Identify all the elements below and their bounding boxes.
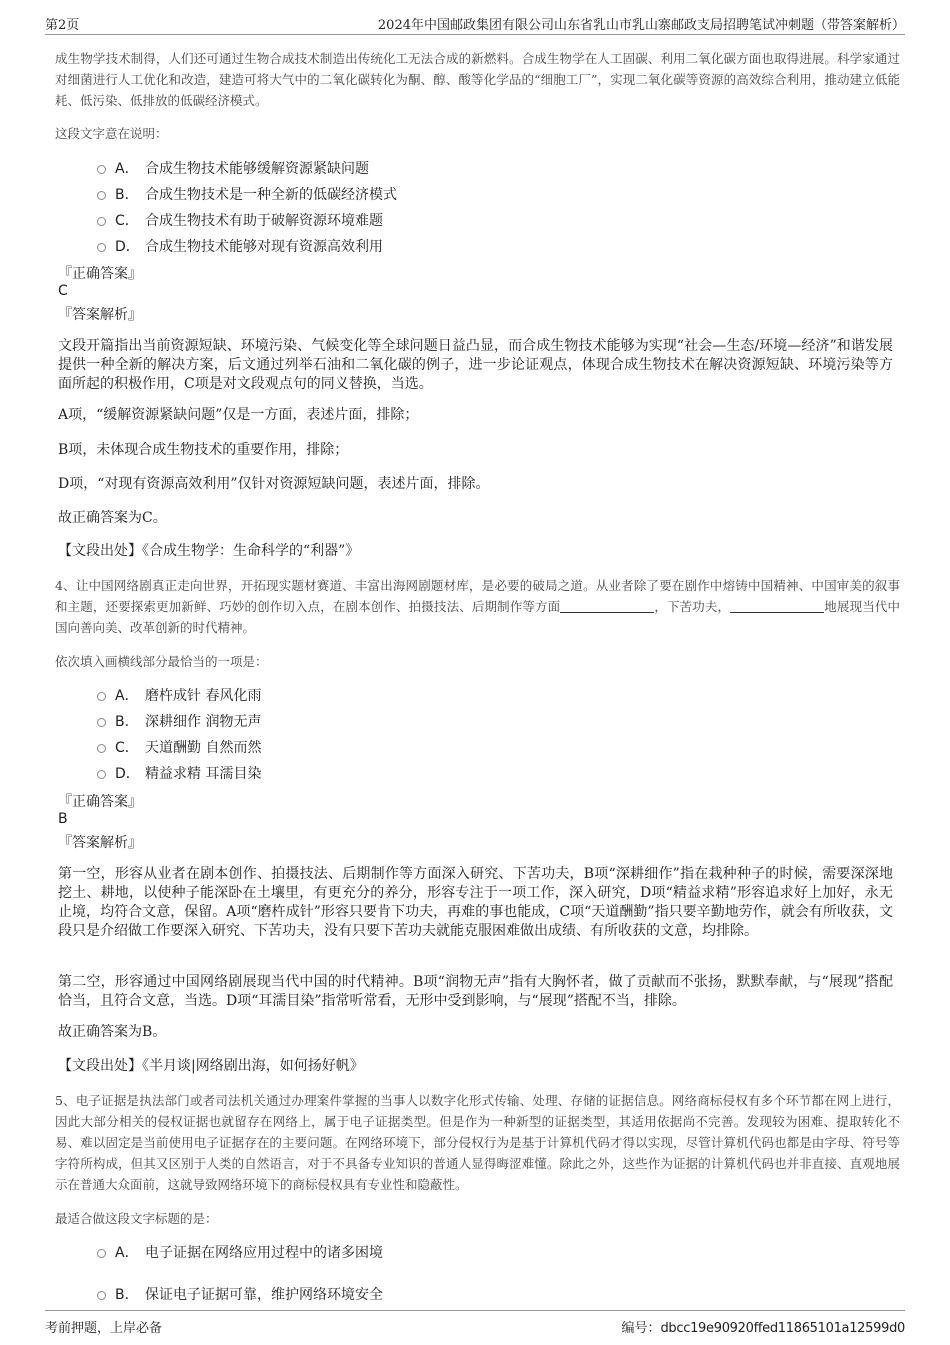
radio-icon[interactable] [97,692,106,701]
q4-option-c[interactable]: C． 天道酬勤 自然而然 [97,737,261,759]
q3-analysis-1: 文段开篇指出当前资源短缺、环境污染、气候变化等全球问题日益凸显，而合成生物技术能够为实现“社会—生态/环境—经济”和谐发展提供一种全新的解决方案，后文通过列举石油和二氧化碳的例子，进一步论证观点，体现合成生物技术在解决资源短缺、环境污染等方面所起的积极作用，C项是对文段观点句的同义替换，当选。 [58,338,893,392]
page-header [45,12,905,35]
q5-option-a[interactable]: A． 电子证据在网络应用过程中的诸多困境 [97,1242,383,1264]
q5-option-b[interactable]: B． 保证电子证据可靠，维护网络环境安全 [97,1284,383,1306]
q3-answer: C [58,283,68,299]
footer-slogan: 考前押题，上岸必备 [45,1321,163,1336]
q3-prompt: 这段文字意在说明： [55,126,168,141]
q3-source: 【文段出处】《合成生物学：生命科学的“利器”》 [58,543,360,559]
q4-analysis-3: 故正确答案为B。 [58,1024,167,1040]
q4-answer-label: 『正确答案』 [58,794,142,810]
fill-blank-2[interactable] [730,600,824,613]
q5-passage: 5、电子证据是执法部门或者司法机关通过办理案件掌握的当事人以数字化形式传输、处理、存储的证据信息。网络商标侵权有多个环节都在网上进行，因此大部分相关的侵权证据也就留存在网络上，属于电子证据类型。但是作为一种新型的证据类型，其适用依据尚不完善。发现较为困难、提取转化不易、难以固定是当前使用电子证据存在的主要问题。在网络环境下，部分侵权行为是基于计算机代码才得以实现，尽管计算机代码也都是由字母、符号等字符所构成，但其又区别于人类的自然语言，对于不具备专业知识的普通人显得晦涩难懂。除此之外，这些作为证据的计算机代码也并非直接、直观地展示在普通大众面前，这就导致网络环境下的商标侵权具有专业性和隐蔽性。 [55,1093,900,1192]
radio-icon[interactable] [97,217,106,226]
radio-icon[interactable] [97,1249,106,1258]
q4-option-b[interactable]: B． 深耕细作 润物无声 [97,711,261,733]
q3-analysis-4: D项，“对现有资源高效利用”仅针对资源短缺问题，表述片面，排除。 [58,476,490,492]
q4-analysis-2: 第二空，形容通过中国网络剧展现当代中国的时代精神。B项“润物无声”指有大胸怀者，做了贡献而不张扬，默默奉献，与“展现”搭配恰当，且符合文意，当选。D项“耳濡目染”指常听常看，无形中受到影响，与“展现”搭配不当，排除。 [58,974,893,1009]
q3-answer-label: 『正确答案』 [58,266,142,282]
q4-option-d[interactable]: D． 精益求精 耳濡目染 [97,763,261,785]
q3-passage: 成生物学技术制得，人们还可通过生物合成技术制造出传统化工无法合成的新燃料。合成生物学在人工固碳、利用二氧化碳方面也取得进展。科学家通过对细菌进行人工优化和改造，建造可将大气中的二氧化碳转化为酮、醇、酸等化学品的“细胞工厂”，实现二氧化碳等资源的高效综合利用，推动建立低能耗、低污染、低排放的低碳经济模式。 [55,51,900,108]
q4-answer: B [58,811,68,827]
q3-option-a[interactable]: A． 合成生物技术能够缓解资源紧缺问题 [97,158,369,180]
q4-source: 【文段出处】《半月谈|网络剧出海，如何扬好帆》 [58,1058,364,1074]
q3-analysis-label: 『答案解析』 [58,307,142,323]
page-footer [45,1310,905,1337]
q4-passage: 4、让中国网络剧真正走向世界，开拓现实题材赛道、丰富出海网剧题材库，是必要的破局之道。从业者除了要在剧作中熔铸中国精神、中国审美的叙事和主题，还要探索更加新鲜、巧妙的创作切入点，在剧本创作、拍摄技法、后期制作等方面 ，下苦功夫， 地展现当代中国向善向美、改革创新的时代精神。 [55,578,900,635]
radio-icon[interactable] [97,770,106,779]
radio-icon[interactable] [97,165,106,174]
q4-analysis-1: 第一空，形容从业者在剧本创作、拍摄技法、后期制作等方面深入研究、下苦功夫，B项“深耕细作”指在栽种种子的时候，需要深深地挖土、耕地，以使种子能深卧在土壤里，有更充分的养分，形容专注于一项工作，深入研究，D项“精益求精”形容追求好上加好，永无止境，均符合文意，保留。A项“磨杵成针”形容只要肯下功夫，再难的事也能成，C项“天道酬勤”指只要辛勤地劳作，就会有所收获，文段只是介绍做工作要深入研究、下苦功夫，没有只要下苦功夫就能克服困难做出成绩、有所收获的文意，均排除。 [58,866,893,939]
radio-icon[interactable] [97,1291,106,1300]
document-title: 2024年中国邮政集团有限公司山东省乳山市乳山寨邮政支局招聘笔试冲刺题（带答案解析） [377,18,905,33]
fill-blank-1[interactable] [560,600,654,613]
q3-analysis-3: B项，未体现合成生物技术的重要作用，排除； [58,442,349,458]
q4-analysis-label: 『答案解析』 [58,835,142,851]
document-id: 编号：dbcc19e90920ffed11865101a12599d0 [621,1321,905,1336]
page-number: 第2页 [45,18,80,33]
q4-prompt: 依次填入画横线部分最恰当的一项是： [55,654,268,669]
q3-analysis-5: 故正确答案为C。 [58,510,167,526]
radio-icon[interactable] [97,744,106,753]
q3-analysis-2: A项，“缓解资源紧缺问题”仅是一方面，表述片面，排除； [58,407,419,423]
q5-prompt: 最适合做这段文字标题的是： [55,1211,218,1226]
radio-icon[interactable] [97,191,106,200]
q4-option-a[interactable]: A． 磨杵成针 春风化雨 [97,685,261,707]
radio-icon[interactable] [97,718,106,727]
radio-icon[interactable] [97,243,106,252]
q3-option-b[interactable]: B． 合成生物技术是一种全新的低碳经济模式 [97,184,397,206]
q3-option-d[interactable]: D． 合成生物技术能够对现有资源高效利用 [97,236,383,258]
q3-option-c[interactable]: C． 合成生物技术有助于破解资源环境难题 [97,210,383,232]
